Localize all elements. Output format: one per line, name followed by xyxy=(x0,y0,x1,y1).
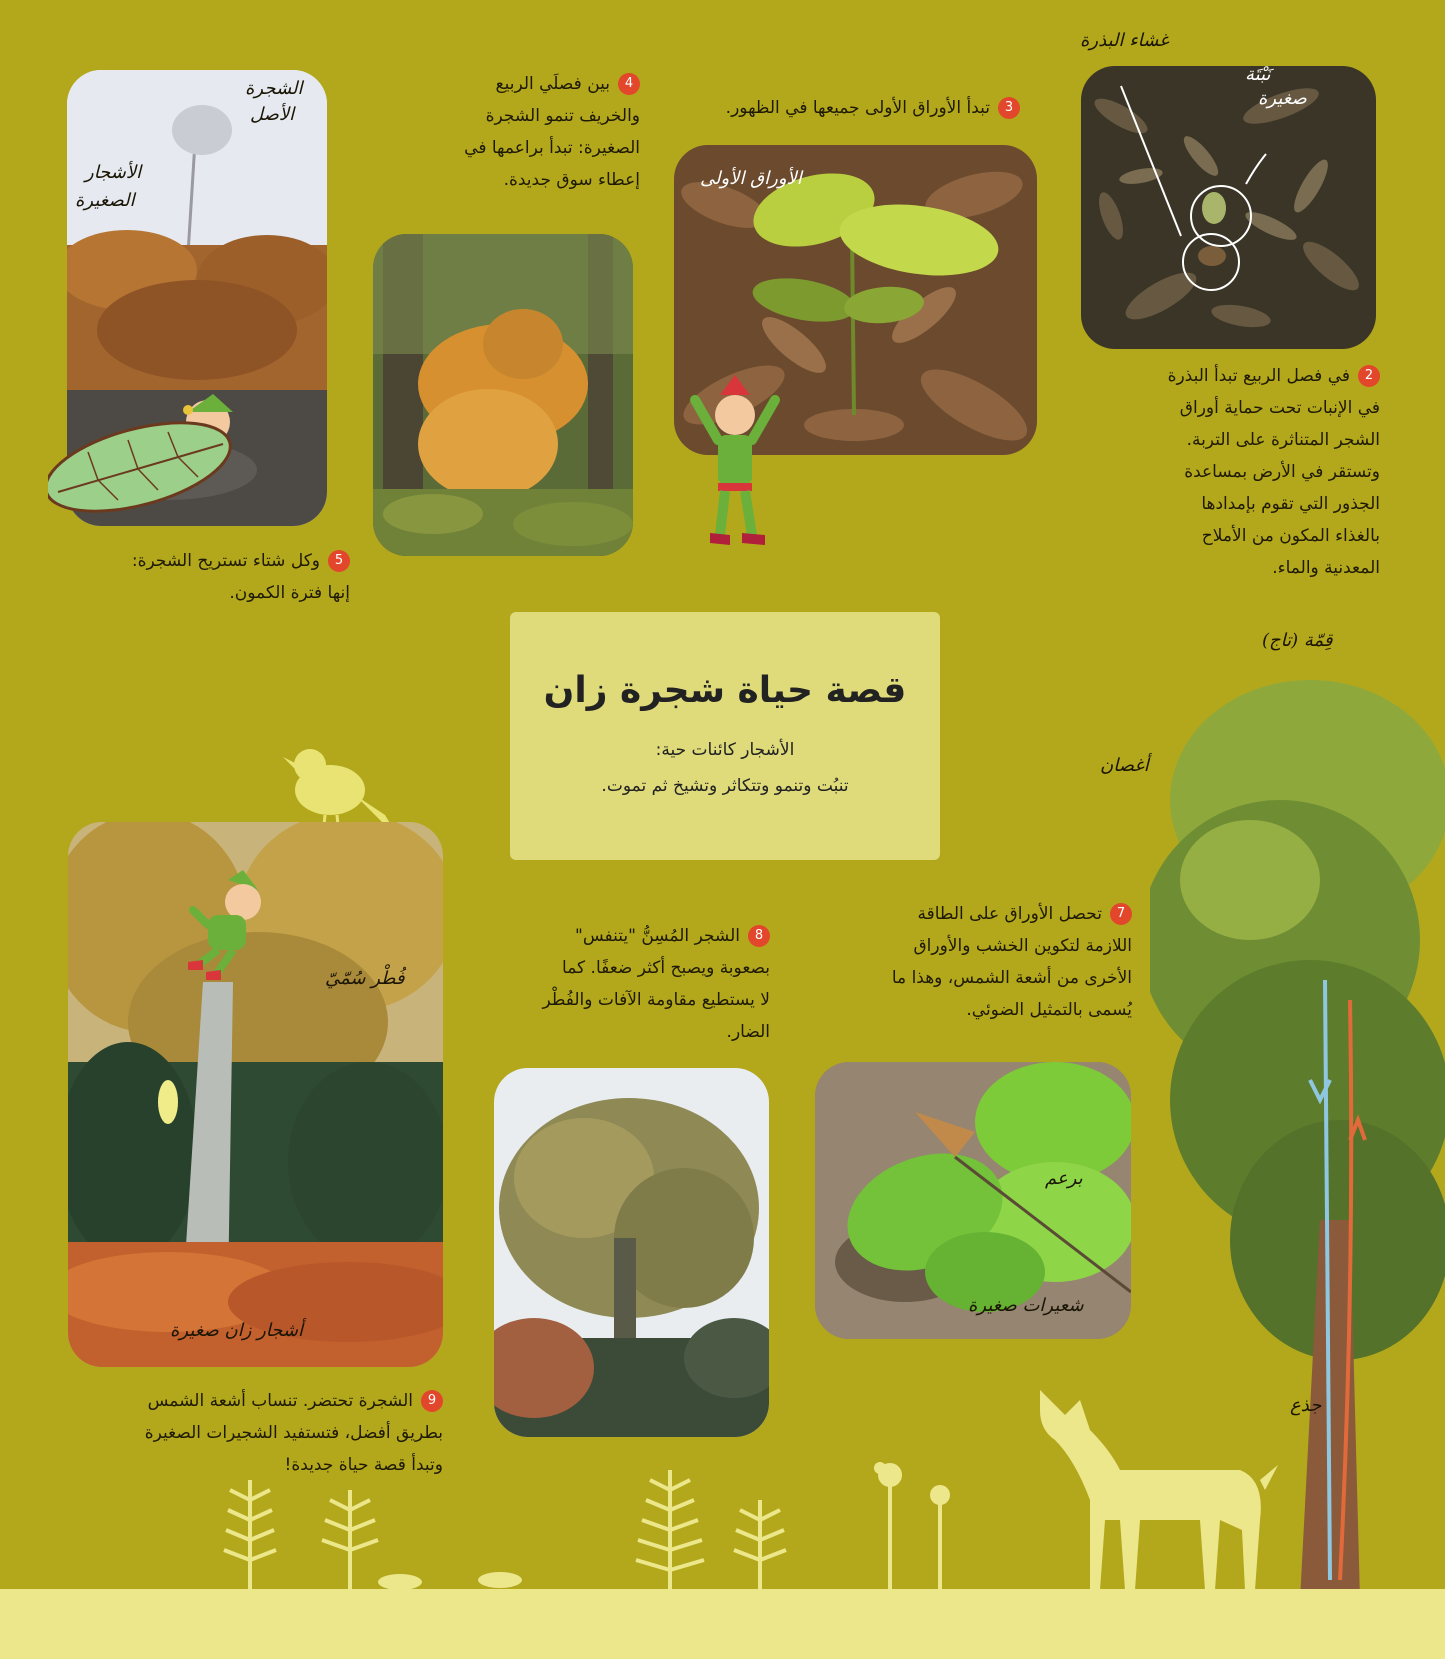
step-8-badge: 8 xyxy=(748,925,770,947)
label-young-trees-line1: الأشجار xyxy=(85,162,142,183)
label-trunk: جذع xyxy=(1290,1395,1322,1416)
label-toxic-fungus: فُطْر سُمّيّ xyxy=(325,968,405,989)
step-5-badge: 5 xyxy=(328,550,350,572)
step-2-badge: 2 xyxy=(1358,365,1380,387)
elf-with-leaf-illustration xyxy=(48,382,268,522)
ground-strip xyxy=(0,1589,1445,1659)
page-title: قصة حياة شجرة زان xyxy=(543,670,907,711)
label-young-beeches: أشجار زان صغيرة xyxy=(170,1320,303,1341)
caption-step-4: 4بين فصلَي الربيع والخريف تنمو الشجرة الصغيرة: تبدأ براعمها في إعطاء سوق جديدة. xyxy=(464,74,640,190)
label-seed-coat: غشاء البذرة xyxy=(1080,30,1169,51)
caption-step-5: 5وكل شتاء تستريح الشجرة: إنها فترة الكمون. xyxy=(131,551,350,603)
label-young-trees-line2: الصغيرة xyxy=(75,190,135,211)
elf-cheering-illustration xyxy=(680,375,790,550)
caption-step-9: 9الشجرة تحتضر. تنساب أشعة الشمس بطريق أفضل، فتستفيد الشجيرات الصغيرة وتبدأ قصة حياة جديدة! xyxy=(144,1391,443,1475)
subtitle-line1: الأشجار كائنات حية: xyxy=(655,740,795,760)
label-crown: قِمّة (تاج) xyxy=(1262,630,1333,651)
step-9-badge: 9 xyxy=(421,1390,443,1412)
caption-step-7: 7تحصل الأوراق على الطاقة اللازمة لتكوين الخشب والأوراق الأخرى من أشعة الشمس، وهذا ما يُسمى بالتمثيل الضوئي. xyxy=(891,904,1132,1020)
caption-step-3: 3تبدأ الأوراق الأولى جميعها في الظهور. xyxy=(670,92,1020,124)
label-small-hairs: شعيرات صغيرة xyxy=(968,1295,1084,1316)
label-original-tree-line1: الشجرة xyxy=(245,78,303,99)
label-sprout-line2: صغيرة xyxy=(1258,88,1307,109)
photo-old-tree xyxy=(494,1068,769,1437)
photo-seed-sprout xyxy=(1081,66,1376,349)
caption-step-8: 8الشجر المُسِنُّ "يتنفس" بصعوبة ويصبح أكثر ضعفًا. كما لا يستطيع مقاومة الآفات والفُطْر الضار. xyxy=(542,926,770,1042)
label-sprout-line1: نَبْتَة xyxy=(1245,64,1271,85)
label-original-tree-line2: الأصل xyxy=(250,104,295,125)
step-7-badge: 7 xyxy=(1110,903,1132,925)
step-4-badge: 4 xyxy=(618,73,640,95)
photo-young-tree xyxy=(373,234,633,556)
label-bud: برعم xyxy=(1045,1168,1083,1189)
title-panel xyxy=(510,612,940,860)
label-first-leaves: الأوراق الأولى xyxy=(700,168,802,189)
caption-step-2: 2في فصل الربيع تبدأ البذرة في الإنبات تحت حماية أوراق الشجر المتناثرة على التربة. وتستقر في الأرض بمساعدة الجذور التي تقوم بإمدادها بالغذاء المكون من الأملاح المعدنية والماء. xyxy=(1167,366,1380,578)
subtitle-line2: تنبُت وتنمو وتتكاثر وتشيخ ثم تموت. xyxy=(601,776,849,796)
elf-sitting-illustration xyxy=(188,870,278,985)
ferns-illustration xyxy=(200,1420,1200,1600)
label-branches: أغصان xyxy=(1100,755,1149,776)
step-3-badge: 3 xyxy=(998,97,1020,119)
